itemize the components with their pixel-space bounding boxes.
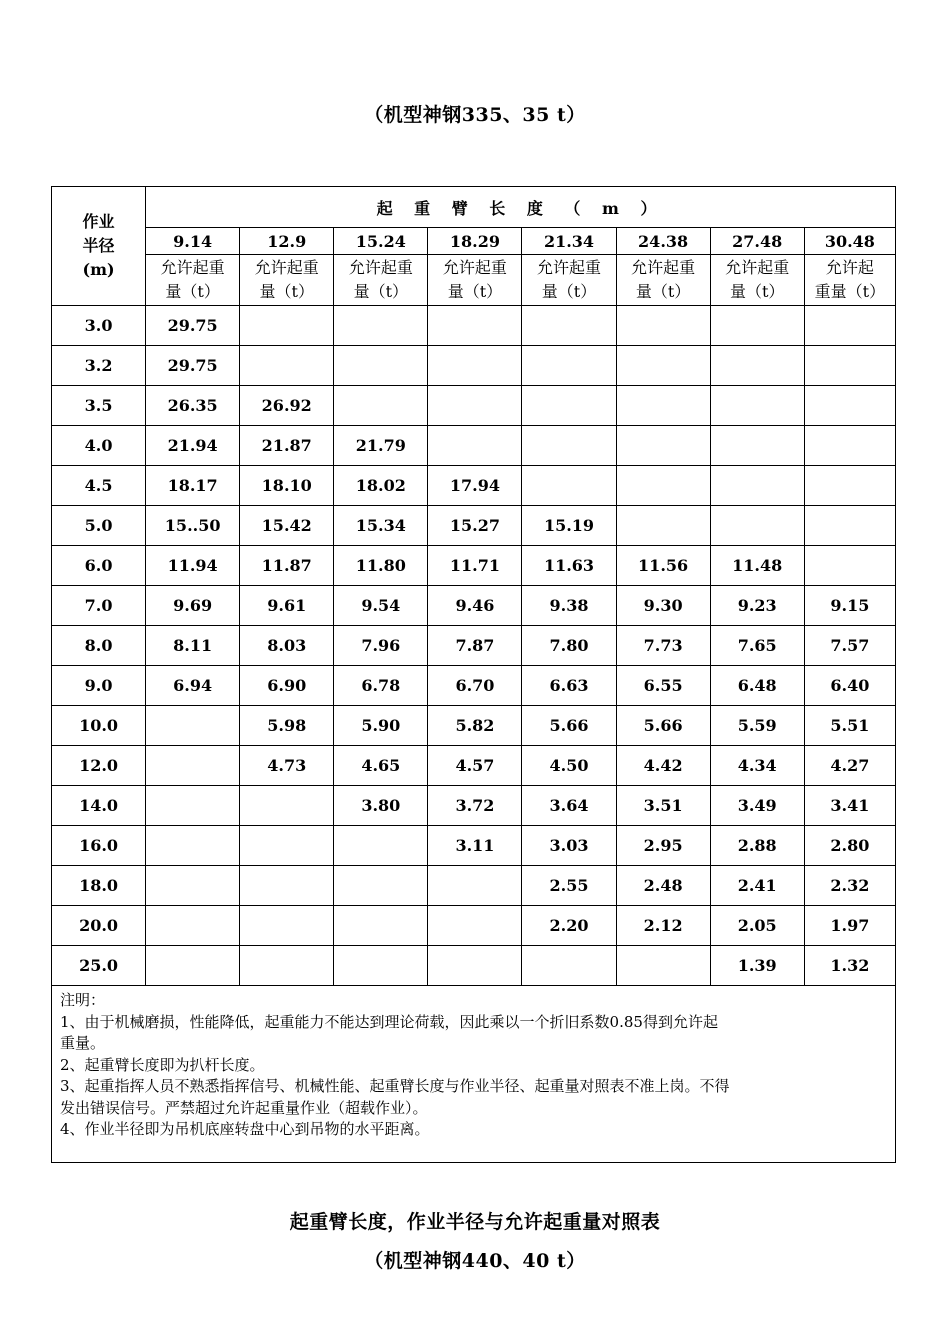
load-value-cell [804, 506, 895, 546]
load-value-cell: 6.48 [710, 666, 804, 706]
load-value-cell [710, 306, 804, 346]
load-value-cell [616, 426, 710, 466]
load-value-cell: 9.54 [334, 586, 428, 626]
load-value-cell: 9.30 [616, 586, 710, 626]
load-value-cell: 4.34 [710, 746, 804, 786]
load-value-cell [146, 906, 240, 946]
table-row [52, 546, 896, 586]
load-value-cell: 17.94 [428, 466, 522, 506]
allowed-load-unit-label: 允许起重 量（t） [240, 255, 334, 306]
load-value-cell [522, 346, 616, 386]
load-value-cell [616, 946, 710, 986]
load-value-cell [428, 426, 522, 466]
boom-length-cell: 18.29 [428, 228, 522, 255]
load-value-cell: 11.56 [616, 546, 710, 586]
load-value-cell: 29.75 [146, 346, 240, 386]
load-value-cell [616, 386, 710, 426]
load-value-cell: 11.63 [522, 546, 616, 586]
boom-length-cell: 24.38 [616, 228, 710, 255]
load-value-cell [804, 466, 895, 506]
load-value-cell [240, 946, 334, 986]
load-value-cell: 2.88 [710, 826, 804, 866]
table-row [52, 466, 896, 506]
table-row [52, 906, 896, 946]
load-value-cell: 9.61 [240, 586, 334, 626]
table-row [52, 386, 896, 426]
load-value-cell [710, 346, 804, 386]
boom-length-cell: 12.9 [240, 228, 334, 255]
load-value-cell: 2.12 [616, 906, 710, 946]
load-value-cell: 11.80 [334, 546, 428, 586]
load-value-cell [334, 906, 428, 946]
load-value-cell [616, 466, 710, 506]
table-row [52, 786, 896, 826]
load-value-cell: 2.80 [804, 826, 895, 866]
load-value-cell: 2.95 [616, 826, 710, 866]
load-value-cell: 6.90 [240, 666, 334, 706]
load-value-cell: 6.55 [616, 666, 710, 706]
radius-cell: 9.0 [52, 666, 146, 706]
load-value-cell [240, 906, 334, 946]
load-value-cell [334, 826, 428, 866]
load-value-cell: 6.78 [334, 666, 428, 706]
load-value-cell: 5.59 [710, 706, 804, 746]
load-value-cell: 6.63 [522, 666, 616, 706]
load-value-cell: 5.51 [804, 706, 895, 746]
radius-cell: 10.0 [52, 706, 146, 746]
boom-length-cell: 15.24 [334, 228, 428, 255]
load-value-cell: 26.92 [240, 386, 334, 426]
load-value-cell: 11.94 [146, 546, 240, 586]
radius-cell: 7.0 [52, 586, 146, 626]
allowed-load-unit-label: 允许起重 量（t） [428, 255, 522, 306]
table-row [52, 666, 896, 706]
radius-header: 作业 半径 (m) [52, 187, 146, 306]
load-value-cell: 21.94 [146, 426, 240, 466]
load-value-cell: 5.98 [240, 706, 334, 746]
radius-cell: 5.0 [52, 506, 146, 546]
load-value-cell: 11.71 [428, 546, 522, 586]
load-value-cell: 4.65 [334, 746, 428, 786]
table-row [52, 946, 896, 986]
boom-length-cell: 27.48 [710, 228, 804, 255]
table-row [52, 746, 896, 786]
load-value-cell: 15.34 [334, 506, 428, 546]
load-value-cell [804, 386, 895, 426]
load-value-cell [710, 506, 804, 546]
load-value-cell [334, 946, 428, 986]
load-value-cell [240, 306, 334, 346]
load-value-cell [334, 866, 428, 906]
load-value-cell [804, 306, 895, 346]
note-line: 发出错误信号。严禁超过允许起重量作业（超载作业）。 [60, 1098, 428, 1117]
load-value-cell [240, 346, 334, 386]
load-value-cell: 7.65 [710, 626, 804, 666]
radius-cell: 18.0 [52, 866, 146, 906]
load-value-cell [146, 706, 240, 746]
load-value-cell: 3.51 [616, 786, 710, 826]
allowed-load-unit-label: 允许起 重量（t） [804, 255, 895, 306]
load-value-cell: 29.75 [146, 306, 240, 346]
load-value-cell: 2.05 [710, 906, 804, 946]
load-value-cell: 7.73 [616, 626, 710, 666]
load-value-cell: 6.40 [804, 666, 895, 706]
load-value-cell: 4.27 [804, 746, 895, 786]
load-value-cell [522, 386, 616, 426]
load-chart-table [51, 186, 896, 1163]
load-value-cell [710, 466, 804, 506]
load-value-cell [804, 346, 895, 386]
load-value-cell: 5.90 [334, 706, 428, 746]
table-row [52, 306, 896, 346]
load-value-cell [334, 306, 428, 346]
load-value-cell [428, 386, 522, 426]
load-value-cell [146, 746, 240, 786]
load-value-cell: 3.03 [522, 826, 616, 866]
next-table-title: 起重臂长度，作业半径与允许起重量对照表 [289, 1211, 661, 1233]
load-value-cell: 9.23 [710, 586, 804, 626]
load-value-cell: 7.80 [522, 626, 616, 666]
load-value-cell: 7.57 [804, 626, 895, 666]
allowed-load-unit-label: 允许起重 量（t） [146, 255, 240, 306]
radius-cell: 4.0 [52, 426, 146, 466]
radius-cell: 8.0 [52, 626, 146, 666]
load-value-cell: 4.50 [522, 746, 616, 786]
radius-cell: 3.0 [52, 306, 146, 346]
radius-cell: 6.0 [52, 546, 146, 586]
load-value-cell [522, 426, 616, 466]
load-value-cell: 21.79 [334, 426, 428, 466]
radius-cell: 25.0 [52, 946, 146, 986]
load-value-cell: 9.69 [146, 586, 240, 626]
load-value-cell [428, 946, 522, 986]
load-value-cell: 3.41 [804, 786, 895, 826]
table-row [52, 506, 896, 546]
boom-length-cell: 9.14 [146, 228, 240, 255]
load-value-cell: 5.66 [616, 706, 710, 746]
load-value-cell: 21.87 [240, 426, 334, 466]
load-value-cell [334, 346, 428, 386]
load-value-cell: 18.17 [146, 466, 240, 506]
note-line: 重量。 [60, 1034, 106, 1052]
load-value-cell: 6.70 [428, 666, 522, 706]
load-value-cell [146, 866, 240, 906]
load-value-cell [710, 426, 804, 466]
crane-model-subtitle: （机型神钢335、35 t） [364, 104, 586, 126]
load-value-cell [616, 346, 710, 386]
load-value-cell: 1.39 [710, 946, 804, 986]
load-value-cell: 15.19 [522, 506, 616, 546]
radius-cell: 12.0 [52, 746, 146, 786]
load-value-cell [428, 306, 522, 346]
table-row [52, 866, 896, 906]
next-table-subtitle: （机型神钢440、40 t） [364, 1250, 586, 1272]
load-value-cell: 18.10 [240, 466, 334, 506]
load-value-cell: 18.02 [334, 466, 428, 506]
boom-length-header: 起 重 臂 长 度 （ m ） [146, 187, 896, 228]
load-value-cell [428, 866, 522, 906]
load-value-cell: 2.48 [616, 866, 710, 906]
load-value-cell [240, 866, 334, 906]
load-value-cell: 5.82 [428, 706, 522, 746]
load-value-cell: 9.38 [522, 586, 616, 626]
boom-length-cell: 21.34 [522, 228, 616, 255]
table-row [52, 706, 896, 746]
load-value-cell: 7.96 [334, 626, 428, 666]
load-value-cell: 15.42 [240, 506, 334, 546]
load-value-cell: 2.41 [710, 866, 804, 906]
load-value-cell: 3.80 [334, 786, 428, 826]
load-value-cell [146, 826, 240, 866]
allowed-load-unit-label: 允许起重 量（t） [334, 255, 428, 306]
load-value-cell [428, 346, 522, 386]
allowed-load-unit-label: 允许起重 量（t） [522, 255, 616, 306]
load-value-cell: 2.32 [804, 866, 895, 906]
load-value-cell [522, 946, 616, 986]
radius-cell: 14.0 [52, 786, 146, 826]
load-value-cell: 3.49 [710, 786, 804, 826]
load-value-cell: 11.87 [240, 546, 334, 586]
radius-cell: 16.0 [52, 826, 146, 866]
load-value-cell: 4.73 [240, 746, 334, 786]
radius-cell: 3.5 [52, 386, 146, 426]
load-value-cell [804, 426, 895, 466]
load-value-cell: 9.46 [428, 586, 522, 626]
load-value-cell: 15..50 [146, 506, 240, 546]
load-value-cell: 8.11 [146, 626, 240, 666]
load-value-cell: 15.27 [428, 506, 522, 546]
load-value-cell [804, 546, 895, 586]
note-line: 注明： [60, 991, 106, 1009]
load-value-cell [522, 466, 616, 506]
table-row [52, 586, 896, 626]
load-value-cell [146, 946, 240, 986]
boom-length-cell: 30.48 [804, 228, 895, 255]
load-value-cell: 11.48 [710, 546, 804, 586]
table-row [52, 346, 896, 386]
load-value-cell: 3.64 [522, 786, 616, 826]
allowed-load-unit-label: 允许起重 量（t） [616, 255, 710, 306]
note-line: 2、起重臂长度即为扒杆长度。 [60, 1055, 265, 1074]
load-value-cell: 5.66 [522, 706, 616, 746]
load-value-cell: 2.20 [522, 906, 616, 946]
load-value-cell: 2.55 [522, 866, 616, 906]
load-value-cell [616, 306, 710, 346]
load-value-cell [428, 906, 522, 946]
table-row [52, 626, 896, 666]
load-value-cell: 7.87 [428, 626, 522, 666]
radius-cell: 4.5 [52, 466, 146, 506]
allowed-load-unit-label: 允许起重 量（t） [710, 255, 804, 306]
load-value-cell [146, 786, 240, 826]
load-value-cell: 4.42 [616, 746, 710, 786]
load-value-cell: 3.72 [428, 786, 522, 826]
load-value-cell: 3.11 [428, 826, 522, 866]
table-row [52, 426, 896, 466]
radius-cell: 20.0 [52, 906, 146, 946]
load-value-cell [334, 386, 428, 426]
load-value-cell [240, 786, 334, 826]
table-row [52, 826, 896, 866]
load-value-cell: 4.57 [428, 746, 522, 786]
load-value-cell [616, 506, 710, 546]
load-value-cell: 9.15 [804, 586, 895, 626]
load-value-cell: 6.94 [146, 666, 240, 706]
radius-cell: 3.2 [52, 346, 146, 386]
load-value-cell: 8.03 [240, 626, 334, 666]
load-value-cell [710, 386, 804, 426]
note-line: 4、作业半径即为吊机底座转盘中心到吊物的水平距离。 [60, 1120, 430, 1138]
load-value-cell [522, 306, 616, 346]
load-value-cell: 26.35 [146, 386, 240, 426]
note-line: 3、起重指挥人员不熟悉指挥信号、机械性能、起重臂长度与作业半径、起重量对照表不准上岗。不得 [60, 1077, 730, 1095]
notes-section [52, 986, 896, 1163]
load-value-cell: 1.97 [804, 906, 895, 946]
note-line: 1、由于机械磨损，性能降低，起重能力不能达到理论荷载，因此乘以一个折旧系数0.85得到允许起 [60, 1012, 718, 1031]
load-value-cell: 1.32 [804, 946, 895, 986]
load-value-cell [240, 826, 334, 866]
